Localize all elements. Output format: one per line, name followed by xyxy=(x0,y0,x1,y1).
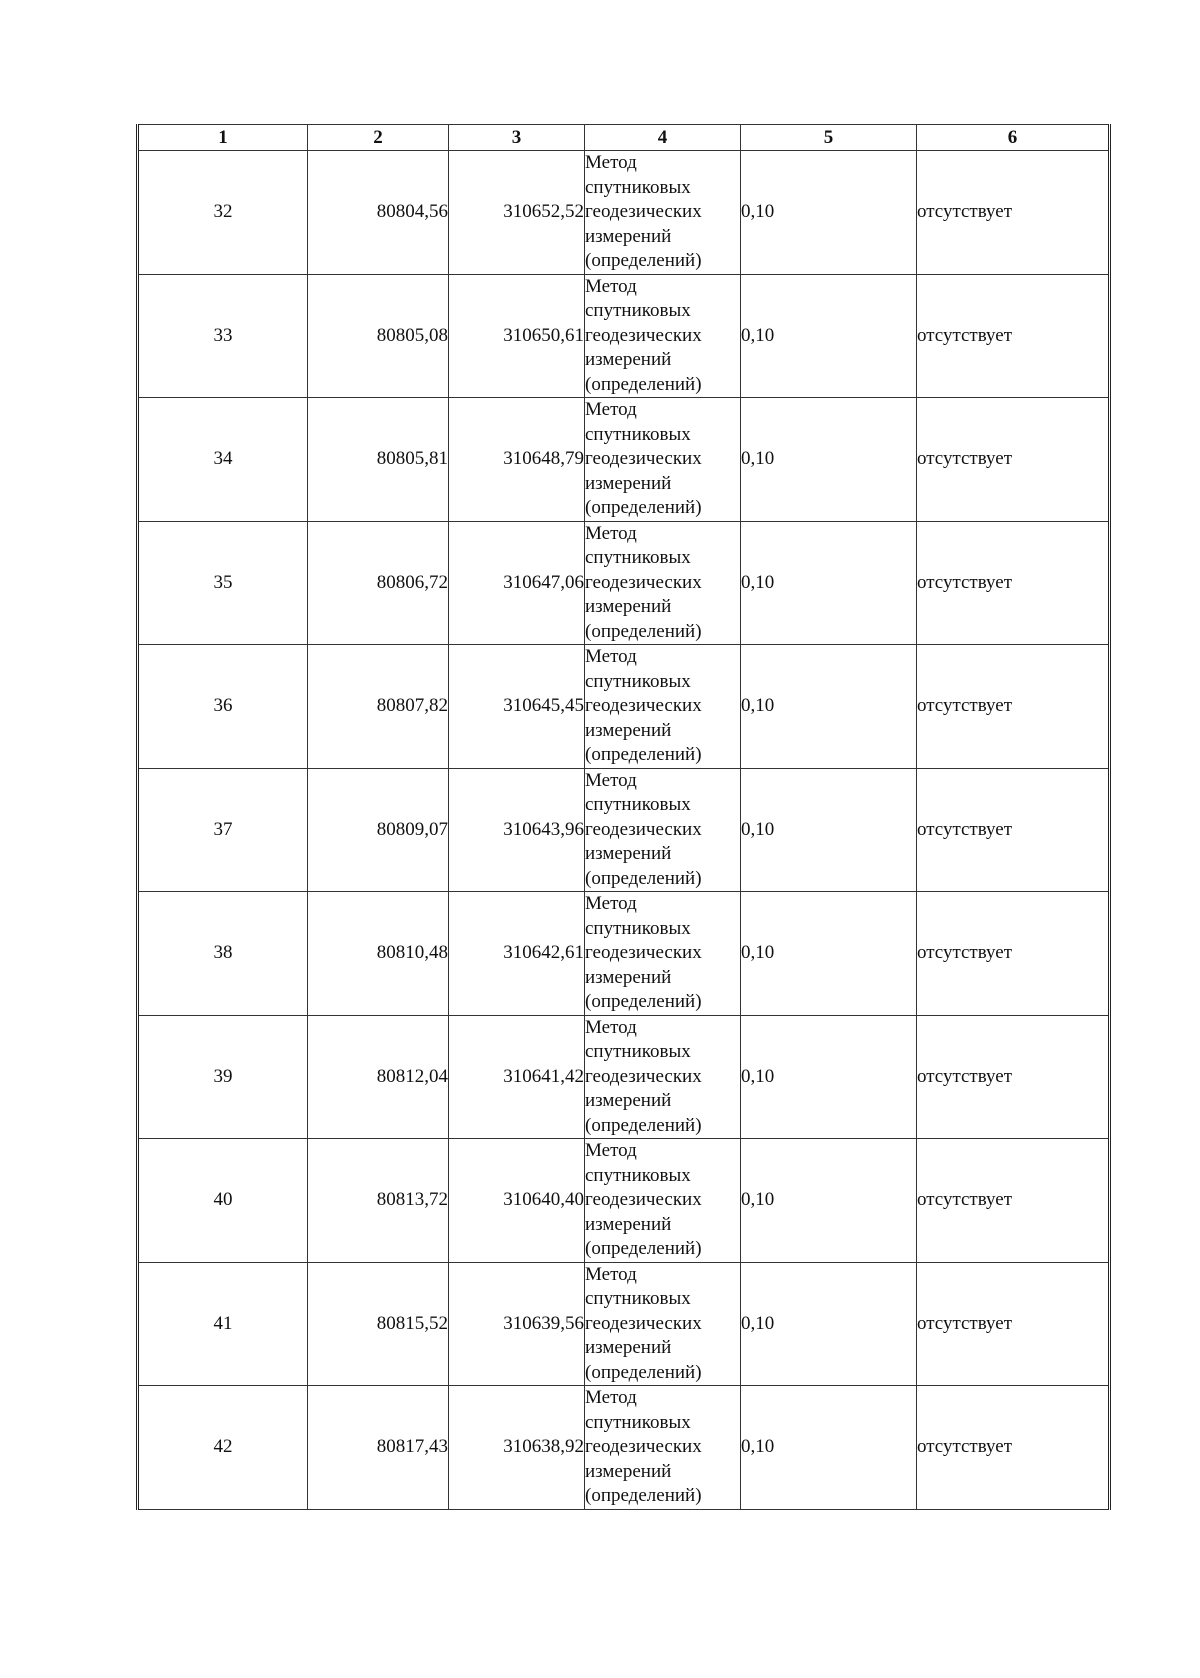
table-row xyxy=(138,151,1110,275)
method-text-line: Метод xyxy=(585,1016,637,1038)
method-cell xyxy=(585,1386,741,1510)
method-text-line: измерений xyxy=(585,1337,672,1358)
method-cell xyxy=(585,1139,741,1263)
y-coordinate-cell: 310647,06 xyxy=(449,521,585,645)
point-number-cell: 39 xyxy=(138,1015,308,1139)
accuracy-cell: 0,10 xyxy=(741,1015,917,1139)
y-coordinate-cell: 310638,92 xyxy=(449,1386,585,1510)
description-cell: отсутствует xyxy=(917,398,1110,522)
table-row xyxy=(138,1262,1110,1386)
method-text-line: спутниковых xyxy=(585,300,691,321)
description-cell: отсутствует xyxy=(917,768,1110,892)
y-coordinate-cell: 310640,40 xyxy=(449,1139,585,1263)
method-text-line: измерений xyxy=(585,966,672,988)
method-cell xyxy=(585,151,741,275)
method-text-line: спутниковых xyxy=(585,547,691,568)
y-coordinate-cell: 310643,96 xyxy=(449,768,585,892)
method-text-line: геодезических xyxy=(585,571,702,593)
method-text-line: геодезических xyxy=(585,1436,702,1457)
table-row xyxy=(138,892,1110,1016)
method-cell xyxy=(585,1262,741,1386)
method-cell xyxy=(585,892,741,1016)
table-row xyxy=(138,645,1110,769)
method-text-line: (определений) xyxy=(585,1114,702,1136)
accuracy-cell: 0,10 xyxy=(741,151,917,275)
method-text-line: спутниковых xyxy=(585,1164,691,1186)
method-text-line: измерений xyxy=(585,719,672,741)
point-number-cell: 40 xyxy=(138,1139,308,1263)
method-text-line: (определений) xyxy=(585,1485,702,1506)
method-text-line: геодезических xyxy=(585,942,702,963)
method-text-line: измерений xyxy=(585,596,672,617)
method-text-line: (определений) xyxy=(585,867,702,889)
x-coordinate-cell: 80806,72 xyxy=(308,521,449,645)
method-text-line: измерений xyxy=(585,225,672,247)
method-text-line: Метод xyxy=(585,399,637,420)
y-coordinate-cell: 310650,61 xyxy=(449,274,585,398)
table-row xyxy=(138,768,1110,892)
method-cell xyxy=(585,768,741,892)
method-text-line: геодезических xyxy=(585,201,702,222)
description-cell: отсутствует xyxy=(917,1386,1110,1510)
y-coordinate-cell: 310652,52 xyxy=(449,151,585,275)
x-coordinate-cell: 80817,43 xyxy=(308,1386,449,1510)
method-text-line: геодезических xyxy=(585,1312,702,1334)
x-coordinate-cell: 80807,82 xyxy=(308,645,449,769)
header-cell: 2 xyxy=(308,125,449,151)
method-text-line: Метод xyxy=(585,522,637,544)
method-text-line: Метод xyxy=(585,1140,637,1161)
header-cell: 1 xyxy=(138,125,308,151)
x-coordinate-cell: 80805,08 xyxy=(308,274,449,398)
method-text-line: (определений) xyxy=(585,1238,702,1259)
x-coordinate-cell: 80804,56 xyxy=(308,151,449,275)
point-number-cell: 34 xyxy=(138,398,308,522)
method-text-line: Метод xyxy=(585,1387,637,1408)
method-text-line: геодезических xyxy=(585,695,702,716)
point-number-cell: 37 xyxy=(138,768,308,892)
description-cell: отсутствует xyxy=(917,151,1110,275)
table-row xyxy=(138,274,1110,398)
table-row xyxy=(138,1386,1110,1510)
method-text-line: (определений) xyxy=(585,620,702,642)
method-text-line: измерений xyxy=(585,843,672,864)
point-number-cell: 41 xyxy=(138,1262,308,1386)
method-text-line: (определений) xyxy=(585,250,702,271)
method-text-line: геодезических xyxy=(585,1065,702,1087)
description-cell: отсутствует xyxy=(917,645,1110,769)
point-number-cell: 35 xyxy=(138,521,308,645)
header-cell: 5 xyxy=(741,125,917,151)
method-text-line: геодезических xyxy=(585,818,702,840)
y-coordinate-cell: 310639,56 xyxy=(449,1262,585,1386)
description-cell: отсутствует xyxy=(917,1262,1110,1386)
accuracy-cell: 0,10 xyxy=(741,892,917,1016)
method-text-line: измерений xyxy=(585,1213,672,1235)
coordinates-table xyxy=(136,124,1111,1510)
accuracy-cell: 0,10 xyxy=(741,521,917,645)
table-body xyxy=(138,151,1110,1510)
y-coordinate-cell: 310641,42 xyxy=(449,1015,585,1139)
method-text-line: Метод xyxy=(585,893,637,914)
accuracy-cell: 0,10 xyxy=(741,274,917,398)
description-cell: отсутствует xyxy=(917,1139,1110,1263)
y-coordinate-cell: 310642,61 xyxy=(449,892,585,1016)
x-coordinate-cell: 80815,52 xyxy=(308,1262,449,1386)
method-text-line: спутниковых xyxy=(585,1041,691,1062)
method-text-line: спутниковых xyxy=(585,917,691,939)
method-text-line: геодезических xyxy=(585,1189,702,1210)
method-text-line: (определений) xyxy=(585,744,702,765)
method-text-line: измерений xyxy=(585,349,672,370)
method-text-line: спутниковых xyxy=(585,670,691,692)
header-cell: 3 xyxy=(449,125,585,151)
accuracy-cell: 0,10 xyxy=(741,1262,917,1386)
method-text-line: Метод xyxy=(585,646,637,667)
point-number-cell: 42 xyxy=(138,1386,308,1510)
accuracy-cell: 0,10 xyxy=(741,645,917,769)
accuracy-cell: 0,10 xyxy=(741,1386,917,1510)
method-text-line: Метод xyxy=(585,1263,637,1285)
table-row xyxy=(138,1139,1110,1263)
accuracy-cell: 0,10 xyxy=(741,1139,917,1263)
point-number-cell: 36 xyxy=(138,645,308,769)
method-text-line: спутниковых xyxy=(585,176,691,198)
method-text-line: (определений) xyxy=(585,991,702,1012)
x-coordinate-cell: 80813,72 xyxy=(308,1139,449,1263)
description-cell: отсутствует xyxy=(917,1015,1110,1139)
header-cell: 6 xyxy=(917,125,1110,151)
method-text-line: геодезических xyxy=(585,448,702,469)
description-cell: отсутствует xyxy=(917,274,1110,398)
accuracy-cell: 0,10 xyxy=(741,398,917,522)
method-text-line: измерений xyxy=(585,1090,672,1111)
method-cell xyxy=(585,1015,741,1139)
x-coordinate-cell: 80810,48 xyxy=(308,892,449,1016)
method-text-line: спутниковых xyxy=(585,794,691,815)
method-cell xyxy=(585,274,741,398)
header-cell: 4 xyxy=(585,125,741,151)
method-text-line: спутниковых xyxy=(585,1411,691,1433)
description-cell: отсутствует xyxy=(917,521,1110,645)
method-cell xyxy=(585,521,741,645)
method-text-line: Метод xyxy=(585,275,637,297)
point-number-cell: 33 xyxy=(138,274,308,398)
y-coordinate-cell: 310648,79 xyxy=(449,398,585,522)
method-text-line: (определений) xyxy=(585,1361,702,1383)
method-text-line: спутниковых xyxy=(585,423,691,445)
method-text-line: Метод xyxy=(585,152,637,173)
accuracy-cell: 0,10 xyxy=(741,768,917,892)
x-coordinate-cell: 80809,07 xyxy=(308,768,449,892)
y-coordinate-cell: 310645,45 xyxy=(449,645,585,769)
x-coordinate-cell: 80812,04 xyxy=(308,1015,449,1139)
method-cell xyxy=(585,398,741,522)
method-text-line: спутниковых xyxy=(585,1288,691,1309)
header-row xyxy=(138,125,1110,151)
method-text-line: измерений xyxy=(585,472,672,494)
table-row xyxy=(138,1015,1110,1139)
method-text-line: (определений) xyxy=(585,497,702,518)
method-text-line: (определений) xyxy=(585,373,702,395)
method-text-line: геодезических xyxy=(585,324,702,346)
description-cell: отсутствует xyxy=(917,892,1110,1016)
method-text-line: измерений xyxy=(585,1460,672,1482)
point-number-cell: 38 xyxy=(138,892,308,1016)
method-text-line: Метод xyxy=(585,769,637,791)
point-number-cell: 32 xyxy=(138,151,308,275)
x-coordinate-cell: 80805,81 xyxy=(308,398,449,522)
method-cell xyxy=(585,645,741,769)
table-row xyxy=(138,398,1110,522)
table-row xyxy=(138,521,1110,645)
